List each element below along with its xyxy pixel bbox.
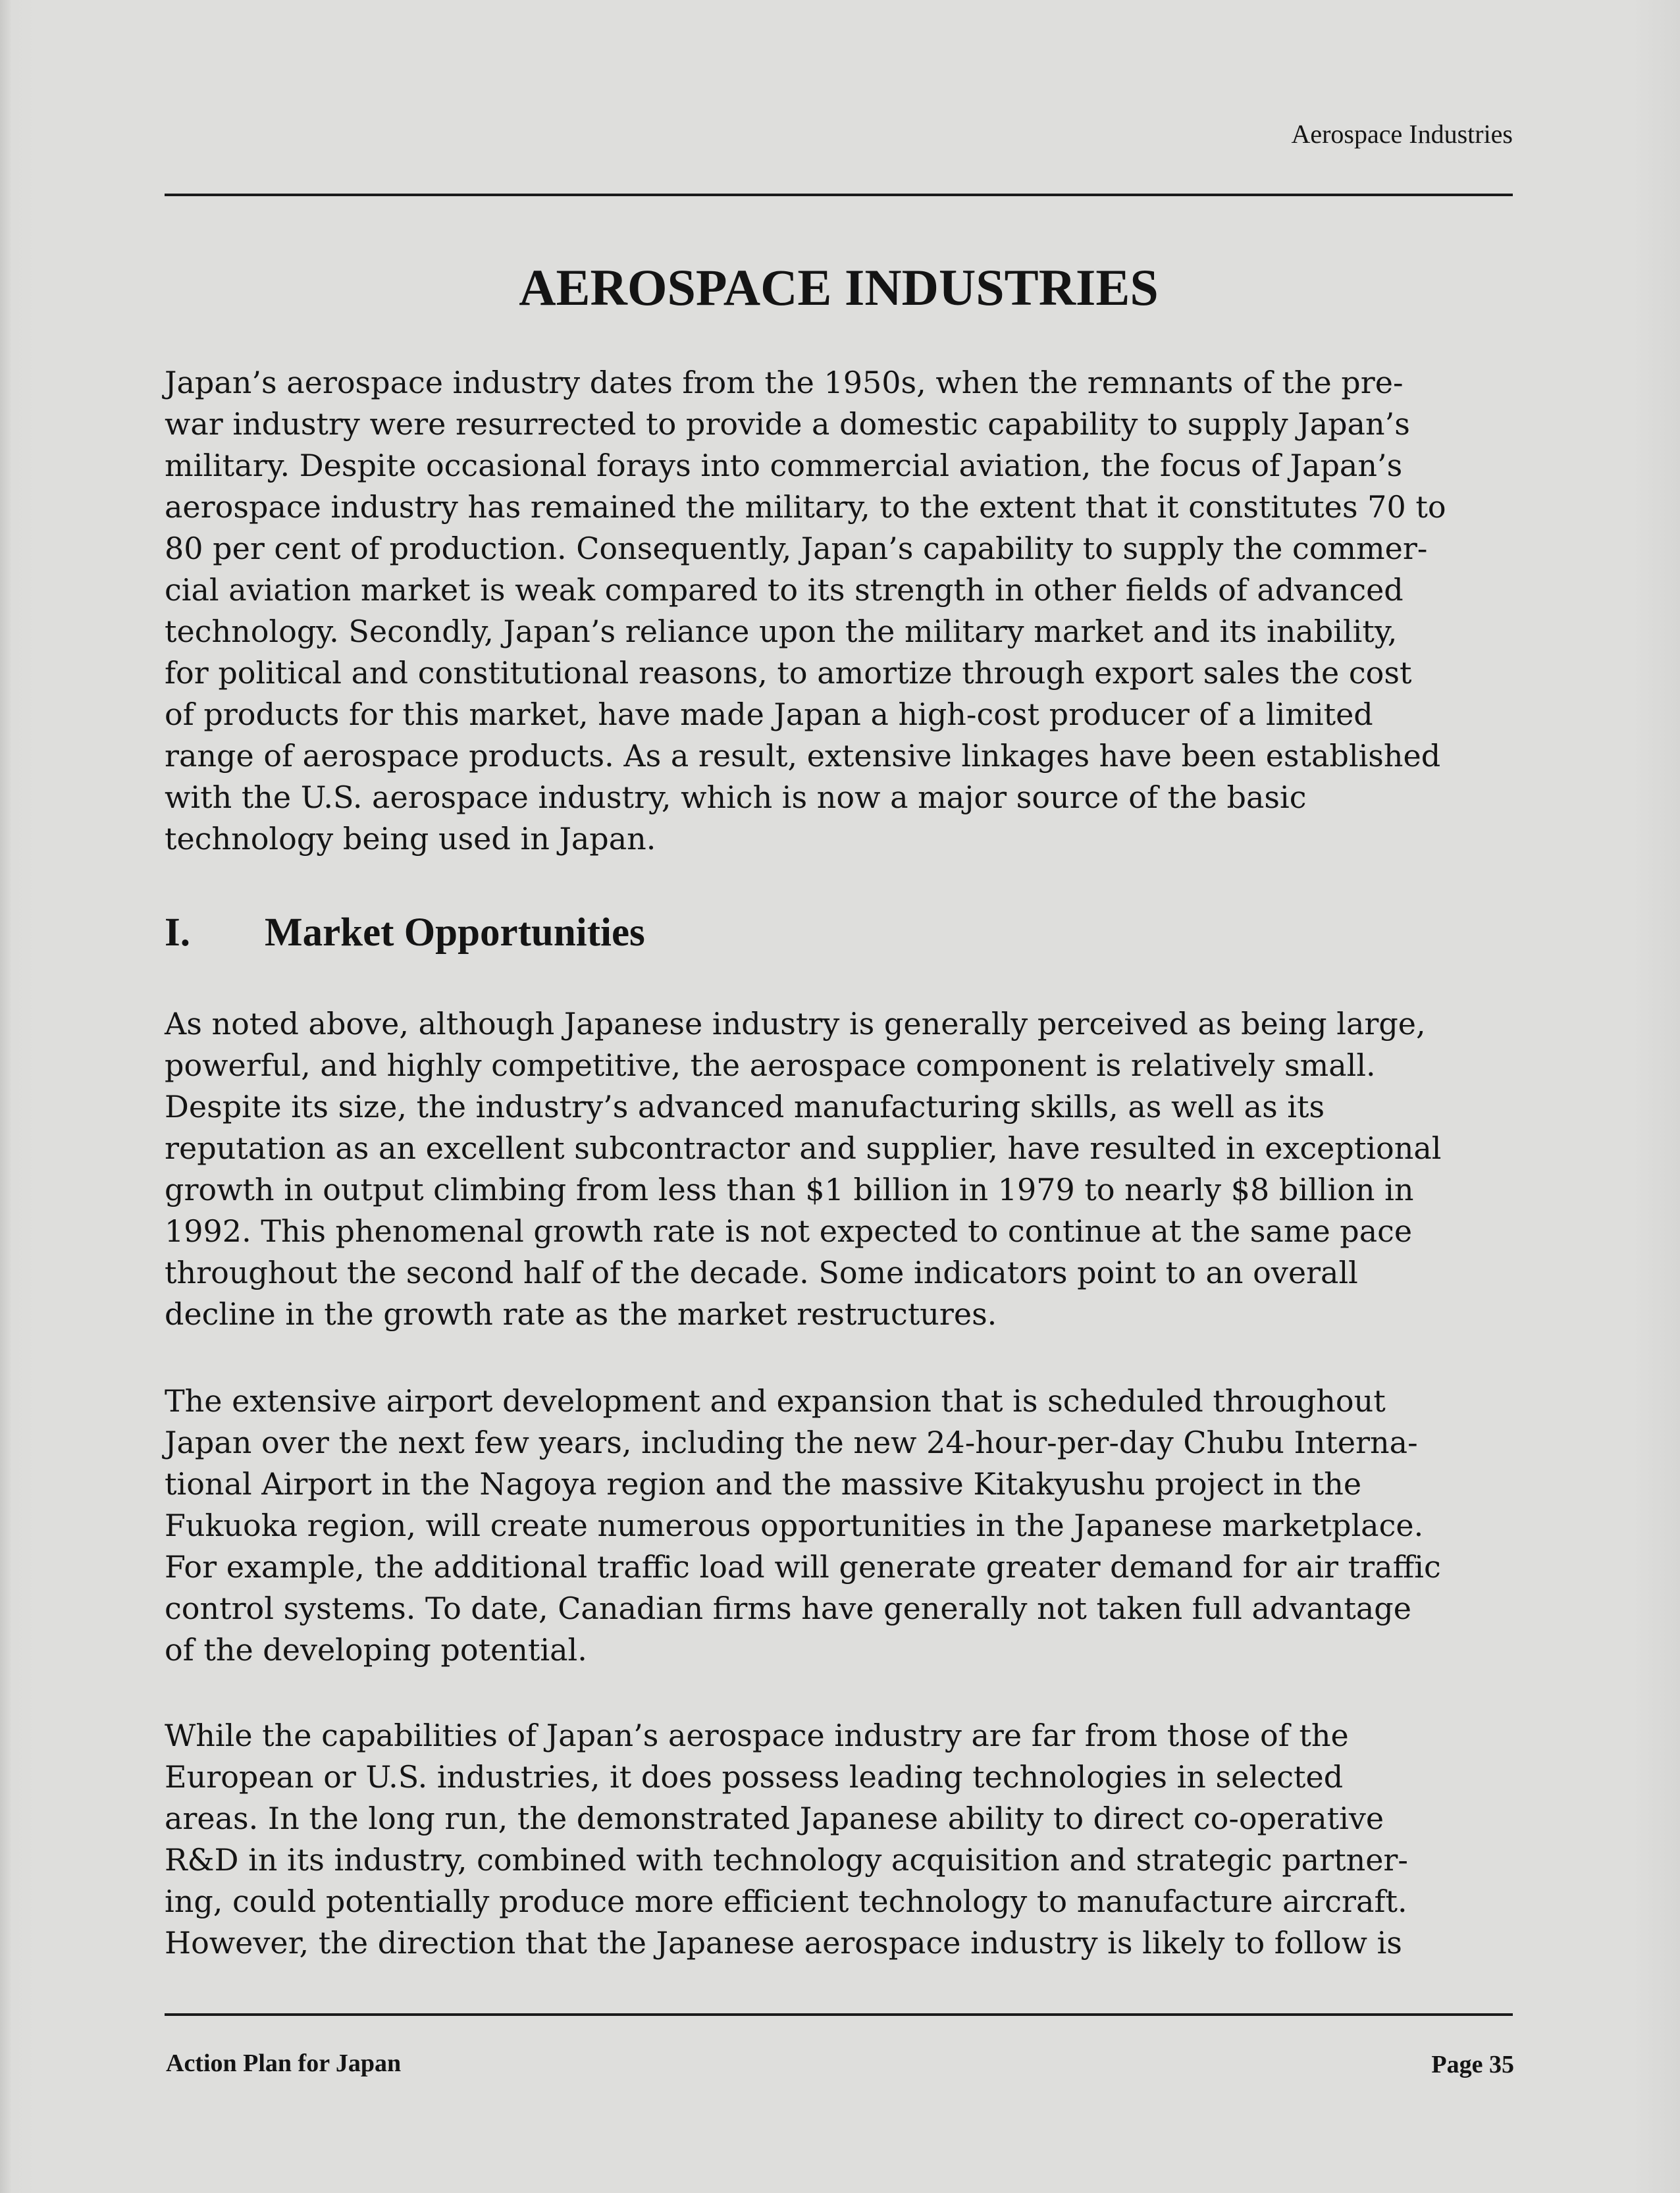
text-line: While the capabilities of Japan’s aerospace industry are far from those of the <box>165 1718 1349 1753</box>
text-line: decline in the growth rate as the market restructures. <box>165 1296 997 1332</box>
text-line: areas. In the long run, the demonstrated Japanese ability to direct co-operative <box>165 1801 1384 1836</box>
text-line: growth in output climbing from less than $1 billion in 1979 to nearly $8 billion in <box>165 1172 1414 1207</box>
footer-document-title: Action Plan for Japan <box>166 2049 402 2077</box>
text-line: Fukuoka region, will create numerous opportunities in the Japanese marketplace. <box>165 1508 1424 1543</box>
text-line: Despite its size, the industry’s advanced manufacturing skills, as well as its <box>165 1089 1325 1124</box>
text-line: control systems. To date, Canadian firms have generally not taken full advantage <box>165 1591 1411 1626</box>
intro-paragraph <box>165 362 1521 860</box>
paragraph-airport-development <box>165 1381 1521 1671</box>
paragraph-capabilities <box>165 1715 1521 1964</box>
section-heading <box>165 912 645 953</box>
text-line: As noted above, although Japanese industry is generally perceived as being large, <box>165 1006 1426 1042</box>
text-line: For example, the additional traffic load will generate greater demand for air traffic <box>165 1549 1441 1585</box>
text-line: tional Airport in the Nagoya region and the massive Kitakyushu project in the <box>165 1466 1362 1502</box>
text-line: for political and constitutional reasons, to amortize through export sales the cost <box>165 655 1412 691</box>
text-line: military. Despite occasional forays into commercial aviation, the focus of Japan’s <box>165 448 1403 483</box>
page-number: Page 35 <box>1431 2051 1514 2078</box>
header-rule <box>165 194 1513 196</box>
text-line: reputation as an excellent subcontractor and supplier, have resulted in exceptional <box>165 1130 1442 1166</box>
text-line: range of aerospace products. As a result, extensive linkages have been established <box>165 738 1441 774</box>
footer-rule <box>165 2013 1513 2016</box>
section-title: Market Opportunities <box>265 911 645 955</box>
text-line: throughout the second half of the decade. Some indicators point to an overall <box>165 1255 1358 1290</box>
text-line: aerospace industry has remained the military, to the extent that it constitutes 70 to <box>165 489 1446 525</box>
text-line: technology being used in Japan. <box>165 821 656 857</box>
text-line: with the U.S. aerospace industry, which is now a major source of the basic <box>165 779 1307 815</box>
text-line: of products for this market, have made Japan a high-cost producer of a limited <box>165 697 1373 732</box>
text-line: powerful, and highly competitive, the aerospace component is relatively small. <box>165 1047 1376 1083</box>
text-line: European or U.S. industries, it does possess leading technologies in selected <box>165 1759 1344 1795</box>
section-number: I. <box>165 911 190 955</box>
text-line: 80 per cent of production. Consequently, Japan’s capability to supply the commer- <box>165 531 1428 566</box>
paragraph-market-size <box>165 1003 1521 1335</box>
text-line: 1992. This phenomenal growth rate is not expected to continue at the same pace <box>165 1213 1413 1249</box>
text-line: However, the direction that the Japanese aerospace industry is likely to follow is <box>165 1925 1402 1961</box>
text-line: of the developing potential. <box>165 1632 587 1668</box>
text-line: Japan’s aerospace industry dates from the 1950s, when the remnants of the pre- <box>165 365 1404 400</box>
running-header: Aerospace Industries <box>1291 119 1513 149</box>
page-title: AEROSPACE INDUSTRIES <box>519 259 1159 316</box>
text-line: war industry were resurrected to provide a domestic capability to supply Japan’s <box>165 406 1410 442</box>
text-line: ing, could potentially produce more efficient technology to manufacture aircraft. <box>165 1884 1407 1919</box>
text-line: R&D in its industry, combined with technology acquisition and strategic partner- <box>165 1842 1408 1878</box>
text-line: cial aviation market is weak compared to its strength in other fields of advanced <box>165 572 1404 608</box>
text-line: The extensive airport development and expansion that is scheduled throughout <box>165 1383 1386 1419</box>
text-line: Japan over the next few years, including the new 24-hour-per-day Chubu Interna- <box>165 1425 1418 1460</box>
text-line: technology. Secondly, Japan’s reliance upon the military market and its inability, <box>165 614 1398 649</box>
